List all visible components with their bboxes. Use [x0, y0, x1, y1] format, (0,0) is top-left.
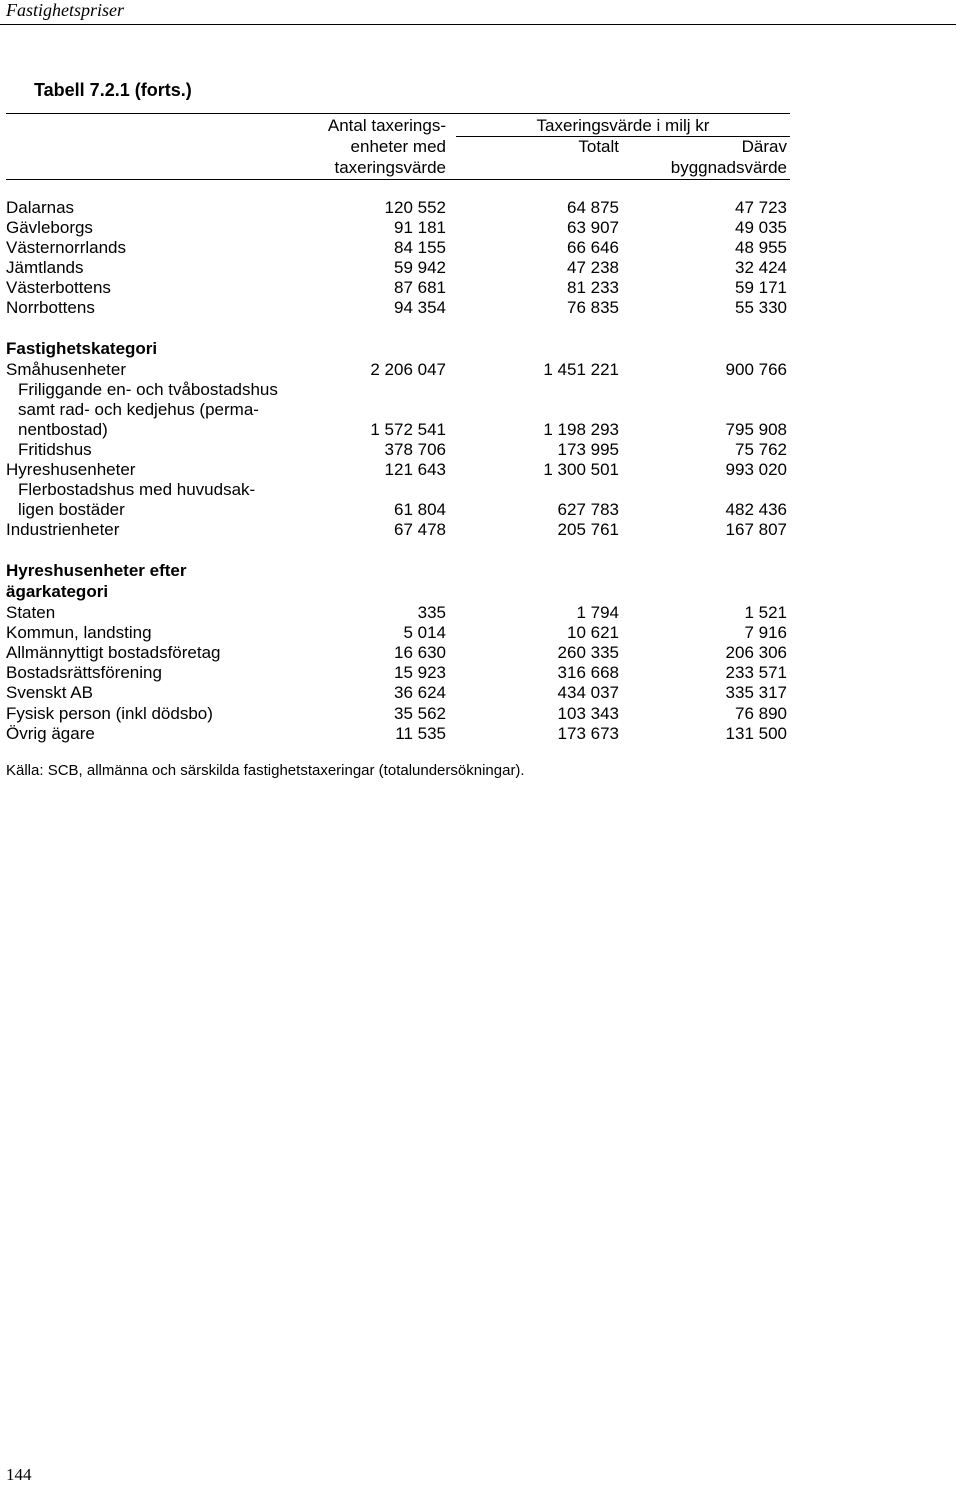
- cell-col2: 103 343: [557, 704, 619, 723]
- cell-col1: 94 354: [394, 298, 446, 317]
- row-label: Industrienheter: [6, 520, 120, 539]
- table-top-rule: [6, 113, 790, 114]
- cell-col3: 795 908: [725, 420, 787, 439]
- cell-col2: 434 037: [557, 683, 619, 702]
- cell-col2: 64 875: [567, 198, 619, 217]
- row-label: Svenskt AB: [6, 683, 93, 702]
- cell-col3: 55 330: [735, 298, 787, 317]
- row-label: Friliggande en- och tvåbostadshus: [18, 380, 278, 399]
- cell-col1: 36 624: [394, 683, 446, 702]
- cell-col2: 76 835: [567, 298, 619, 317]
- cell-col3: 47 723: [735, 198, 787, 217]
- cell-col3: 167 807: [725, 520, 787, 539]
- row-label: Övrig ägare: [6, 724, 95, 743]
- cell-col1: 378 706: [384, 440, 446, 459]
- row-label: Flerbostadshus med huvudsak-: [18, 480, 256, 499]
- cell-col2: 260 335: [557, 643, 619, 662]
- row-label: ligen bostäder: [18, 500, 125, 519]
- row-label: nentbostad): [18, 420, 108, 439]
- cell-col2: 63 907: [567, 218, 619, 237]
- row-label: Småhusenheter: [6, 360, 127, 379]
- cell-col3: 335 317: [725, 683, 787, 702]
- cell-col1: 67 478: [394, 520, 446, 539]
- table-title: Tabell 7.2.1 (forts.): [34, 80, 192, 100]
- cell-col2: 66 646: [567, 238, 619, 257]
- row-label: Norrbottens: [6, 298, 95, 317]
- cell-col2: 205 761: [557, 520, 619, 539]
- cell-col3: 32 424: [735, 258, 787, 277]
- row-label: Staten: [6, 603, 56, 622]
- col3-header-line1: Därav: [741, 137, 787, 156]
- cell-col2: 47 238: [567, 258, 619, 277]
- cell-col1: 5 014: [403, 623, 446, 642]
- cell-col1: 120 552: [384, 198, 446, 217]
- cell-col1: 2 206 047: [370, 360, 446, 379]
- cell-col3: 48 955: [735, 238, 787, 257]
- cell-col2: 81 233: [567, 278, 619, 297]
- cell-col2: 1 794: [576, 603, 619, 622]
- cell-col3: 206 306: [725, 643, 787, 662]
- col1-header-line1: Antal taxerings-: [327, 116, 446, 135]
- col1-header-line2: enheter med: [350, 137, 446, 156]
- cell-col3: 1 521: [744, 603, 787, 622]
- cell-col1: 91 181: [394, 218, 446, 237]
- cell-col2: 316 668: [557, 663, 619, 682]
- group-header-rule: [456, 136, 790, 137]
- cell-col3: 900 766: [725, 360, 787, 379]
- cell-col3: 49 035: [735, 218, 787, 237]
- section-heading: ägarkategori: [6, 582, 109, 601]
- cell-col3: 7 916: [744, 623, 787, 642]
- running-header: Fastighetspriser: [6, 0, 125, 20]
- col1-header-line3: taxeringsvärde: [334, 158, 446, 177]
- row-label: Gävleborgs: [6, 218, 93, 237]
- cell-col2: 10 621: [567, 623, 619, 642]
- page-number: 144: [6, 1465, 32, 1484]
- cell-col2: 1 451 221: [543, 360, 619, 379]
- cell-col1: 61 804: [394, 500, 446, 519]
- source-note: Källa: SCB, allmänna och särskilda fastighetstaxeringar (totalundersökningar).: [6, 762, 525, 779]
- cell-col1: 15 923: [394, 663, 446, 682]
- row-label: samt rad- och kedjehus (perma-: [18, 400, 259, 419]
- cell-col2: 1 300 501: [543, 460, 619, 479]
- cell-col1: 87 681: [394, 278, 446, 297]
- cell-col3: 76 890: [735, 704, 787, 723]
- col3-header-line2: byggnadsvärde: [670, 158, 787, 177]
- cell-col3: 233 571: [725, 663, 787, 682]
- cell-col2: 627 783: [557, 500, 619, 519]
- header-rule: [0, 24, 956, 25]
- header-bottom-rule: [6, 179, 790, 180]
- row-label: Hyreshusenheter: [6, 460, 136, 479]
- cell-col1: 11 535: [395, 724, 446, 743]
- cell-col3: 482 436: [725, 500, 787, 519]
- group-header: Taxeringsvärde i milj kr: [536, 116, 710, 135]
- row-label: Fritidshus: [18, 440, 92, 459]
- cell-col1: 35 562: [394, 704, 446, 723]
- row-label: Allmännyttigt bostadsföretag: [6, 643, 221, 662]
- row-label: Västerbottens: [6, 278, 111, 297]
- row-label: Jämtlands: [6, 258, 84, 277]
- cell-col1: 59 942: [394, 258, 446, 277]
- row-label: Västernorrlands: [6, 238, 127, 257]
- cell-col1: 84 155: [394, 238, 446, 257]
- cell-col2: 173 673: [557, 724, 619, 743]
- cell-col1: 335: [417, 603, 446, 622]
- cell-col3: 993 020: [725, 460, 787, 479]
- cell-col3: 75 762: [735, 440, 787, 459]
- row-label: Bostadsrättsförening: [6, 663, 162, 682]
- cell-col2: 1 198 293: [543, 420, 619, 439]
- cell-col3: 131 500: [725, 724, 787, 743]
- col2-header: Totalt: [578, 137, 619, 156]
- cell-col3: 59 171: [735, 278, 787, 297]
- cell-col1: 1 572 541: [370, 420, 446, 439]
- cell-col1: 121 643: [384, 460, 446, 479]
- cell-col2: 173 995: [557, 440, 619, 459]
- section-heading: Fastighetskategori: [6, 339, 158, 358]
- row-label: Kommun, landsting: [6, 623, 152, 642]
- row-label: Fysisk person (inkl dödsbo): [6, 704, 213, 723]
- cell-col1: 16 630: [394, 643, 446, 662]
- row-label: Dalarnas: [6, 198, 75, 217]
- section-heading: Hyreshusenheter efter: [6, 561, 187, 580]
